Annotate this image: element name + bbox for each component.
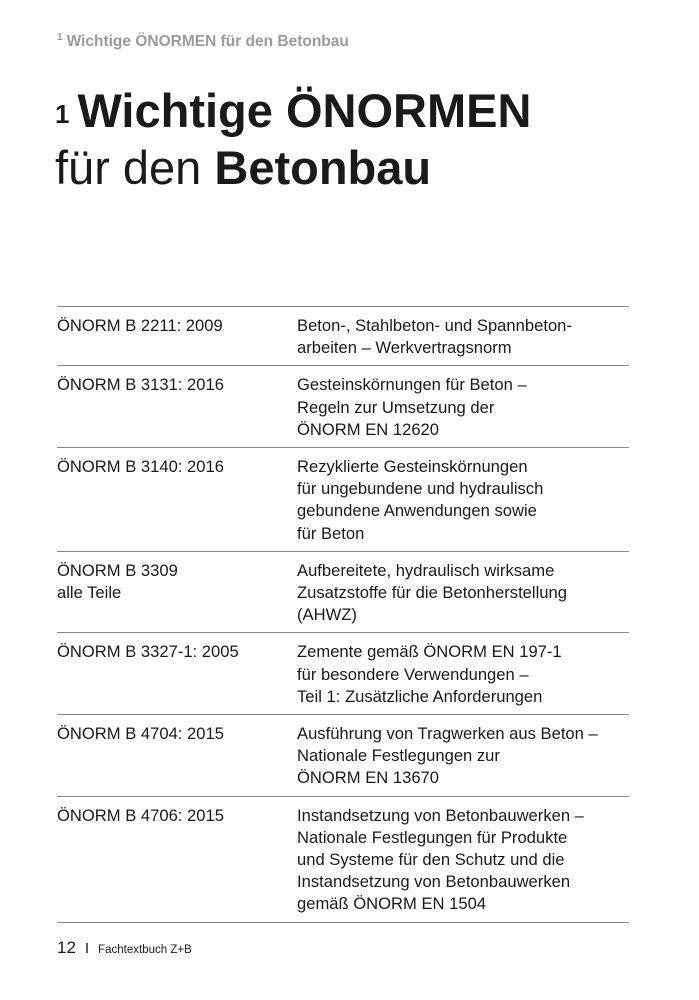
table-row [57, 797, 629, 923]
running-head-number: 1 [57, 32, 63, 43]
table-row [57, 633, 629, 715]
table-row [57, 715, 629, 797]
page-title [55, 82, 655, 196]
page-footer [57, 938, 192, 958]
norm-code: ÖNORM B 2211: 2009 [57, 316, 223, 335]
footer-separator: I [84, 940, 90, 957]
norm-code: ÖNORM B 3140: 2016 [57, 457, 224, 477]
book-title: Fachtextbuch Z+B [98, 944, 192, 956]
table-row [57, 448, 629, 552]
norm-code: ÖNORM B 3309 alle Teile [57, 560, 178, 603]
title-line2-bold: Betonbau [214, 141, 432, 194]
norm-description: Instandsetzung von Betonbauwerken – Nationale Festlegungen für Produkte und Systeme für den Schutz und die Instandsetzung von Betonbauwerken gemäß ÖNORM EN 1504 [297, 805, 584, 914]
norm-code: ÖNORM B 3131: 2016 [57, 375, 224, 395]
norm-description: Gesteinskörnungen für Beton – Regeln zur Umsetzung der ÖNORM EN 12620 [297, 375, 527, 439]
running-head-text: Wichtige ÖNORMEN für den Betonbau [66, 33, 349, 51]
page-number: 12 [57, 938, 76, 957]
norm-code: ÖNORM B 4706: 2015 [57, 805, 224, 825]
norm-description: Beton-, Stahlbeton- und Spannbeton- arbeiten – Werkvertragsnorm [297, 316, 572, 358]
table-row [57, 307, 629, 366]
norm-description: Rezyklierte Gesteinskörnungen für ungebundene und hydraulisch gebundene Anwendungen sowie für Beton [297, 457, 544, 543]
norm-description: Ausführung von Tragwerken aus Beton – Nationale Festlegungen zur ÖNORM EN 13670 [297, 724, 598, 788]
norm-description: Aufbereitete, hydraulisch wirksame Zusatzstoffe für die Betonherstellung (AHWZ) [297, 560, 567, 625]
table-row [57, 552, 629, 634]
title-line1: Wichtige ÖNORMEN [77, 84, 532, 137]
table-row [57, 366, 629, 448]
running-head [57, 32, 349, 51]
norm-table [57, 306, 629, 923]
title-line2-normal: für den [55, 141, 215, 194]
chapter-number: 1 [55, 99, 70, 129]
norm-description: Zemente gemäß ÖNORM EN 197-1 für besondere Verwendungen – Teil 1: Zusätzliche Anforderungen [297, 642, 562, 706]
norm-code: ÖNORM B 4704: 2015 [57, 724, 224, 744]
norm-code: ÖNORM B 3327-1: 2005 [57, 642, 239, 662]
